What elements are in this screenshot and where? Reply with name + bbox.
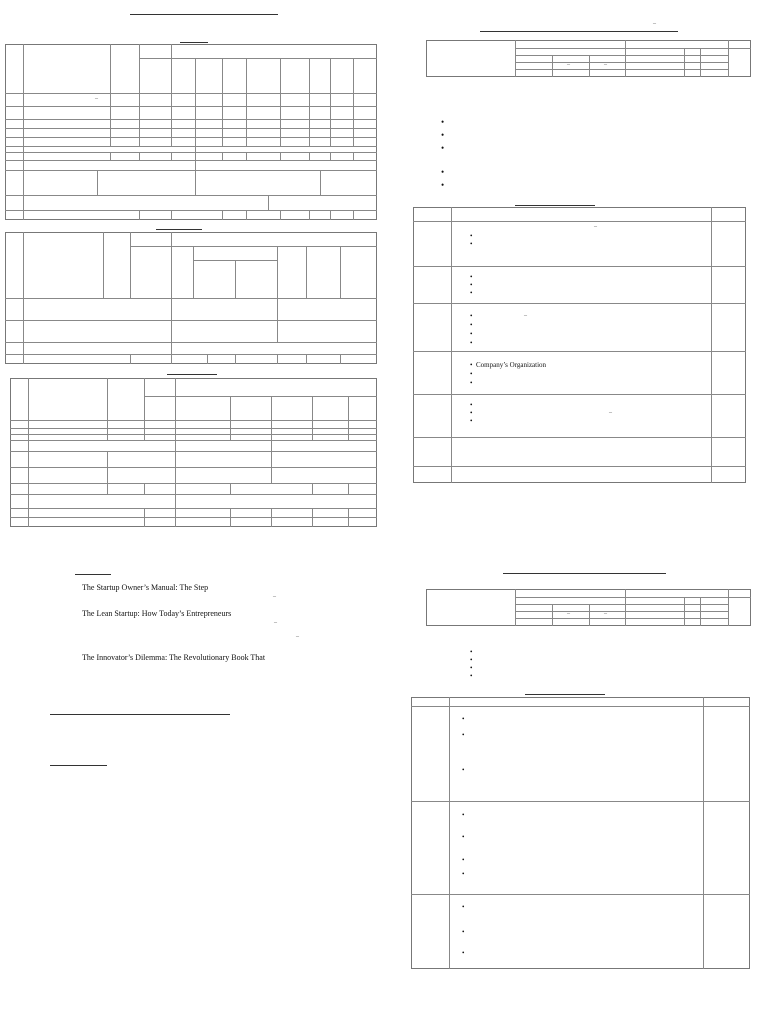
bullet: • xyxy=(470,672,473,680)
bullet: • xyxy=(470,330,473,338)
reference-1: The Startup Owner’s Manual: The Step xyxy=(82,583,209,592)
reference-3: The Innovator’s Dilemma: The Revolutionary Book That xyxy=(82,653,266,662)
bullet: • xyxy=(470,409,473,417)
left-heading-rule xyxy=(130,14,278,15)
bullet: • xyxy=(462,870,465,878)
subsection-heading-rule xyxy=(50,765,107,766)
section-heading-rule xyxy=(50,714,230,715)
bullet: • xyxy=(441,130,445,140)
bullet: • xyxy=(470,312,473,320)
bullet: • xyxy=(441,117,445,127)
bullet: • xyxy=(462,766,465,774)
right-table-2-caption-rule xyxy=(525,694,605,695)
dash-mark: – xyxy=(274,620,277,626)
bullet: • xyxy=(470,648,473,656)
bullet: • xyxy=(470,240,473,248)
dash-mark: – xyxy=(604,611,607,617)
bullet: • xyxy=(470,289,473,297)
reference-2: The Lean Startup: How Today’s Entrepreneurs xyxy=(82,609,232,618)
bullet: • xyxy=(462,731,465,739)
bullet: • xyxy=(470,417,473,425)
bullet: • xyxy=(470,656,473,664)
dash-mark: – xyxy=(567,62,570,68)
bullet: • xyxy=(462,856,465,864)
bullet: • xyxy=(470,664,473,672)
bullet: • xyxy=(470,339,473,347)
dash-mark: – xyxy=(653,21,656,27)
bullet: • xyxy=(470,273,473,281)
right-heading-rule xyxy=(480,31,678,32)
bullet: • xyxy=(470,401,473,409)
dash-mark: – xyxy=(604,62,607,68)
dash-mark: – xyxy=(296,634,299,640)
bullet: • xyxy=(470,361,473,369)
bullet: • xyxy=(462,949,465,957)
table-2-caption-rule xyxy=(156,229,202,230)
bullet: • xyxy=(462,903,465,911)
bullet: • xyxy=(462,715,465,723)
dash-mark: – xyxy=(95,96,98,102)
table-3-caption-rule xyxy=(167,374,217,375)
dash-mark: – xyxy=(594,224,597,230)
bullet: • xyxy=(470,379,473,387)
dash-mark: – xyxy=(609,410,612,416)
bullet: • xyxy=(441,143,445,153)
right-heading-rule-2 xyxy=(503,573,666,574)
table-1-caption-rule xyxy=(180,42,208,43)
bullet: • xyxy=(462,811,465,819)
bullet: • xyxy=(470,321,473,329)
bullet: • xyxy=(470,370,473,378)
bullet: • xyxy=(441,180,445,190)
references-heading-rule xyxy=(75,574,111,575)
dash-mark: – xyxy=(567,611,570,617)
dash-mark: – xyxy=(273,594,276,600)
dash-mark: – xyxy=(524,313,527,319)
bullet: • xyxy=(470,281,473,289)
bullet: • xyxy=(470,232,473,240)
right-table-1-caption-rule xyxy=(515,205,595,206)
bullet: • xyxy=(462,928,465,936)
bullet: • xyxy=(462,833,465,841)
org-item: Company’s Organization xyxy=(476,361,547,369)
bullet: • xyxy=(441,167,445,177)
